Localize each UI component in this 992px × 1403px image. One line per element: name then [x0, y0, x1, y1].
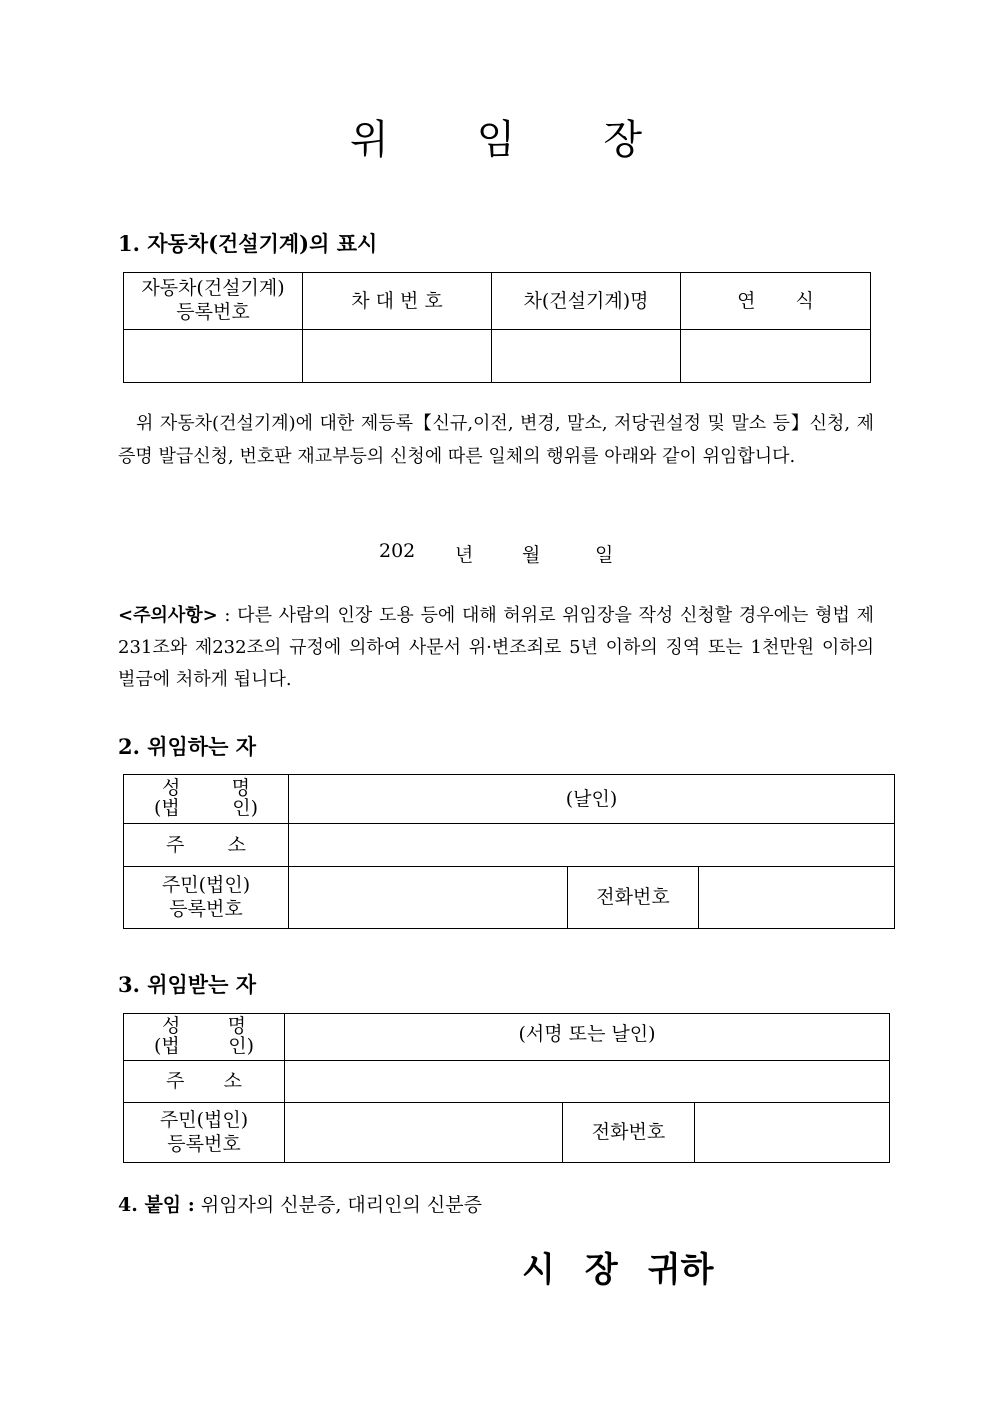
delegate-id-label: 주민(법인) 등록번호 [124, 1103, 285, 1163]
title-char-1: 위 [350, 117, 389, 163]
delegate-address-field[interactable] [285, 1061, 890, 1103]
delegate-name-label: 성 명 (법 인) [124, 1014, 285, 1061]
delegator-id-label: 주민(법인) 등록번호 [124, 867, 289, 929]
attachment-line [118, 1190, 482, 1217]
delegator-table [123, 774, 895, 929]
caution-note [118, 600, 874, 696]
delegator-address-label: 주 소 [124, 824, 289, 867]
delegator-address-field[interactable] [289, 824, 895, 867]
vehicle-name-header: 차(건설기계)명 [492, 273, 681, 330]
addressee-part3: 귀하 [647, 1250, 714, 1290]
date-month-unit: 월 [522, 544, 541, 566]
delegate-phone-field[interactable] [695, 1103, 890, 1163]
delegation-paragraph: 위 자동차(건설기계)에 대한 제등록【신규,이전, 변경, 말소, 저당권설정 및 말소 등】신청, 제증명 발급신청, 번호판 재교부등의 신청에 따른 일체의 행위를 아래와 같이 위임합니다. [118, 413, 874, 467]
delegate-table [123, 1013, 890, 1163]
chassis-number-cell[interactable] [303, 330, 492, 383]
date-year-unit: 년 [455, 544, 474, 566]
addressee-part2: 장 [584, 1250, 618, 1290]
delegator-phone-label: 전화번호 [568, 867, 699, 929]
attachment-label: 4. 붙임 : [118, 1194, 195, 1216]
delegator-name-label: 성 명 (법 인) [124, 775, 289, 824]
delegate-phone-label: 전화번호 [563, 1103, 695, 1163]
caution-text: : 다른 사람의 인장 도용 등에 대해 허위로 위임장을 작성 신청할 경우에는 형법 제231조와 제232조의 규정에 의하여 사문서 위·변조죄로 5년 이하의 징역 또는 1천만원 이하의 벌금에 처하게 됩니다. [118, 605, 874, 690]
delegator-phone-field[interactable] [699, 867, 895, 929]
date-year: 202 [379, 540, 416, 562]
addressee-part1: 시 [522, 1250, 555, 1290]
reg-number-header: 자동차(건설기계) 등록번호 [124, 273, 303, 330]
document-title [0, 108, 992, 165]
title-char-2: 임 [476, 117, 516, 163]
vehicle-table [123, 272, 871, 383]
delegator-id-field[interactable] [289, 867, 568, 929]
section3-heading: 3. 위임받는 자 [118, 972, 256, 997]
chassis-number-header: 차 대 번 호 [303, 273, 492, 330]
date-day-unit: 일 [595, 544, 614, 566]
delegate-address-label: 주 소 [124, 1061, 285, 1103]
title-char-3: 장 [603, 117, 642, 163]
delegate-name-field[interactable] [285, 1014, 890, 1061]
delegator-name-field[interactable] [289, 775, 895, 824]
model-year-cell[interactable] [681, 330, 871, 383]
attachment-text: 위임자의 신분증, 대리인의 신분증 [194, 1194, 482, 1216]
delegate-id-field[interactable] [285, 1103, 563, 1163]
delegator-seal-label: (날인) [565, 787, 618, 810]
section2-heading: 2. 위임하는 자 [118, 734, 256, 759]
model-year-header: 연 식 [681, 273, 871, 330]
section1-heading: 1. 자동차(건설기계)의 표시 [118, 231, 378, 256]
reg-number-cell[interactable] [124, 330, 303, 383]
addressee [522, 1242, 713, 1291]
caution-label: <주의사항> [118, 605, 218, 626]
delegate-signature-label: (서명 또는 날인) [518, 1023, 656, 1045]
vehicle-name-cell[interactable] [492, 330, 681, 383]
